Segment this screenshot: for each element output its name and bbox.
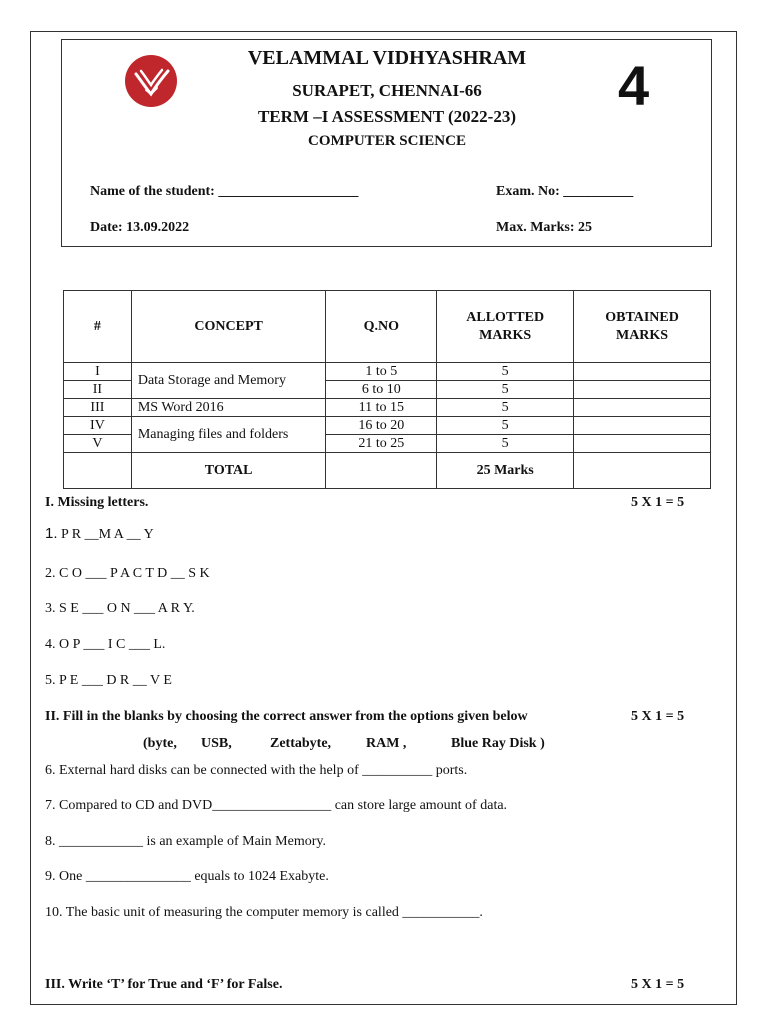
row-concept: MS Word 2016	[131, 399, 326, 417]
date-field: Date: 13.09.2022	[90, 220, 190, 235]
row-obtained	[574, 435, 711, 453]
student-name-field: Name of the student: ____________________	[90, 184, 359, 199]
row-concept: Managing files and folders	[131, 417, 326, 453]
max-marks-field: Max. Marks: 25	[496, 220, 593, 235]
col-header-num: #	[64, 291, 132, 363]
option-ram: RAM ,	[366, 736, 407, 751]
subject-title: COMPUTER SCIENCE	[308, 133, 466, 149]
row-num: V	[64, 435, 132, 453]
row-allotted: 5	[437, 363, 574, 381]
marks-table	[63, 290, 711, 489]
row-allotted: 5	[437, 399, 574, 417]
row-num: III	[64, 399, 132, 417]
section-3-marks: 5 X 1 = 5	[631, 977, 685, 992]
question-4: 4. O P ___ I C ___ L.	[45, 637, 166, 652]
section-2-title: II. Fill in the blanks by choosing the correct answer from the options given below	[45, 709, 528, 724]
section-3-title: III. Write ‘T’ for True and ‘F’ for False.	[45, 977, 283, 992]
question-1: 1. P R __M A __ Y	[45, 525, 154, 542]
exam-no-field: Exam. No: __________	[496, 184, 634, 199]
question-6: 6. External hard disks can be connected with the help of __________ ports.	[45, 763, 468, 778]
row-obtained	[574, 399, 711, 417]
term-title: TERM –I ASSESSMENT (2022-23)	[257, 107, 517, 126]
col-header-obtained: OBTAINED MARKS	[574, 291, 711, 363]
section-2-marks: 5 X 1 = 5	[631, 709, 685, 724]
school-name: VELAMMAL VIDHYASHRAM	[247, 47, 527, 69]
col-header-concept: CONCEPT	[131, 291, 326, 363]
section-1-marks: 5 X 1 = 5	[631, 495, 685, 510]
table-row	[64, 417, 711, 435]
question-8: 8. ____________ is an example of Main Memory.	[45, 834, 326, 849]
option-usb: USB,	[201, 736, 232, 751]
row-qno: 1 to 5	[326, 363, 437, 381]
col-header-qno: Q.NO	[326, 291, 437, 363]
row-num: IV	[64, 417, 132, 435]
table-header-row	[64, 291, 711, 363]
question-5: 5. P E ___ D R __ V E	[45, 673, 172, 688]
question-7: 7. Compared to CD and DVD_________________ can store large amount of data.	[45, 798, 508, 813]
row-obtained	[574, 363, 711, 381]
col-header-allotted: ALLOTTED MARKS	[437, 291, 574, 363]
table-row	[64, 399, 711, 417]
row-allotted: 5	[437, 381, 574, 399]
total-marks: 25 Marks	[437, 453, 574, 489]
question-9: 9. One _______________ equals to 1024 Exabyte.	[45, 869, 329, 884]
school-city: SURAPET, CHENNAI-66	[292, 81, 482, 100]
row-allotted: 5	[437, 435, 574, 453]
option-zettabyte: Zettabyte,	[270, 736, 332, 751]
question-10: 10. The basic unit of measuring the computer memory is called ___________.	[45, 905, 483, 920]
row-concept: Data Storage and Memory	[131, 363, 326, 399]
section-1-title: I. Missing letters.	[45, 495, 149, 510]
question-3: 3. S E ___ O N ___ A R Y.	[45, 601, 195, 616]
option-byte: (byte,	[143, 736, 177, 751]
set-number: 4	[618, 54, 650, 117]
row-num: II	[64, 381, 132, 399]
question-2: 2. C O ___ P A C T D __ S K	[45, 566, 210, 581]
row-qno: 16 to 20	[326, 417, 437, 435]
total-label: TOTAL	[131, 453, 326, 489]
table-row	[64, 363, 711, 381]
row-num: I	[64, 363, 132, 381]
row-qno: 11 to 15	[326, 399, 437, 417]
row-allotted: 5	[437, 417, 574, 435]
option-blu-ray: Blue Ray Disk )	[451, 736, 545, 751]
table-total-row	[64, 453, 711, 489]
row-qno: 6 to 10	[326, 381, 437, 399]
row-qno: 21 to 25	[326, 435, 437, 453]
row-obtained	[574, 381, 711, 399]
row-obtained	[574, 417, 711, 435]
